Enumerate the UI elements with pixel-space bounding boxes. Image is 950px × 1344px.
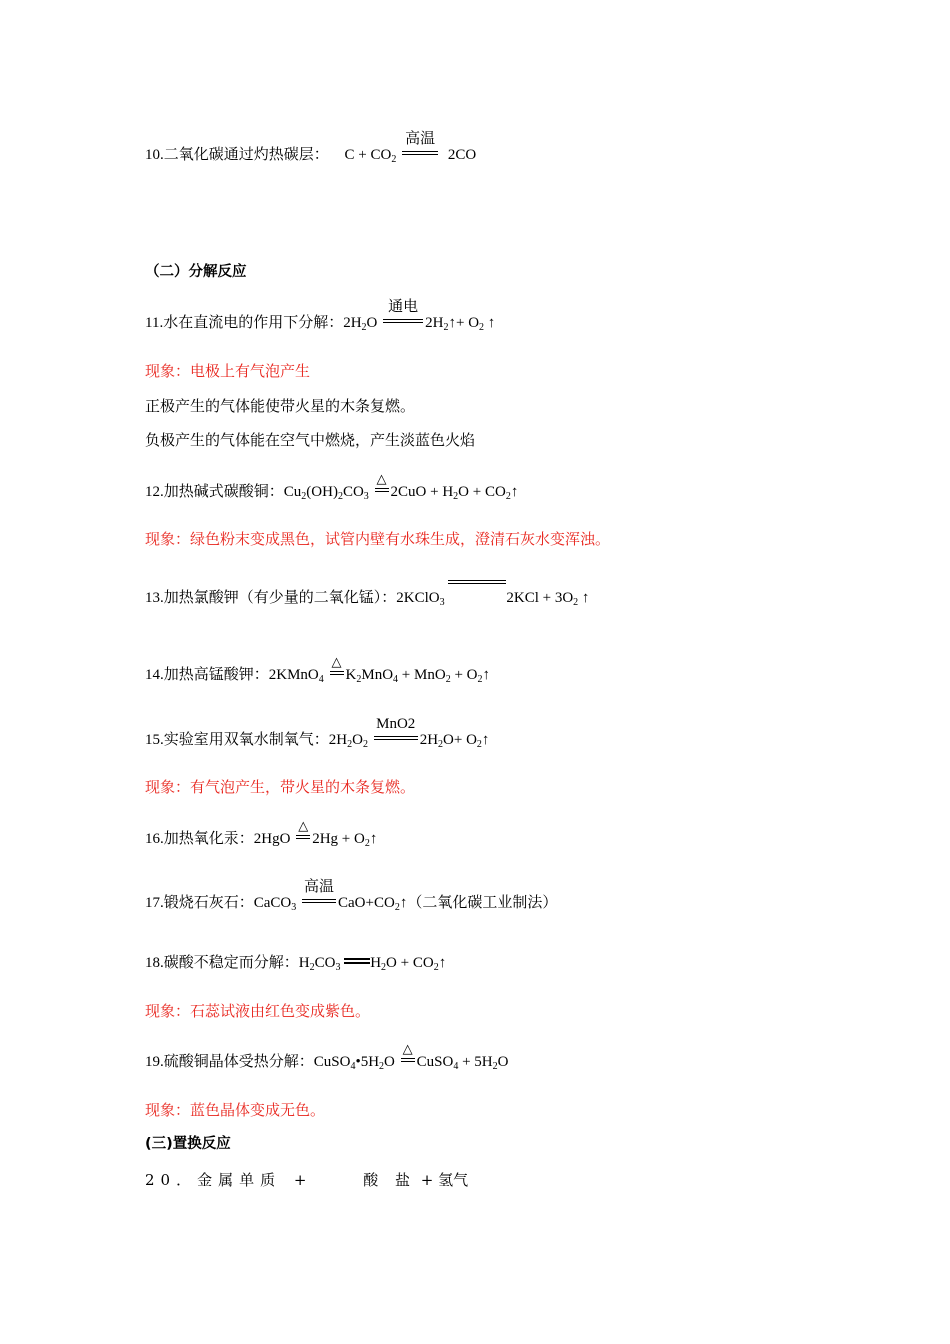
reaction-19: 19.硫酸铜晶体受热分解：$CuSO_4•5H_2O$ △ CuSO$_4$ + $5H_2O$	[145, 1041, 509, 1072]
equals-sign	[344, 953, 370, 973]
reaction-15: 15.实验室用双氧水制氧气：$2H_2O_2$ MnO2 $2H_2O+$ $O_2↑$	[145, 716, 490, 750]
reaction-label: 10.二氧化碳通过灼热碳层：	[145, 147, 329, 163]
reaction-13: 13.加热氯酸钾（有少量的二氧化锰）：2KClO$_3$ $2KCl + 3O_2$ ↑	[145, 588, 589, 608]
reaction-10: 10.二氧化碳通过灼热碳层： $C + CO_2$ 高温 2CO	[145, 131, 477, 165]
condition-electricity: 通电	[383, 319, 423, 327]
reaction-20: 20．金属单质 + 酸 盐 + 氢气	[145, 1171, 469, 1189]
condition-blank	[448, 588, 506, 608]
heat-triangle-icon: △	[296, 835, 310, 843]
heat-triangle-icon: △	[401, 1058, 415, 1066]
reaction-18: 18.碳酸不稳定而分解：$H_2CO_3$ $H_2O$ + $CO_2↑$	[145, 955, 447, 973]
observation-15: 现象：有气泡产生，带火星的木条复燃。	[145, 778, 416, 796]
observation-18: 现象：石蕊试液由红色变成紫色。	[145, 1002, 371, 1020]
section-heading-decomposition: （二）分解反应	[145, 264, 247, 280]
reaction-12: 12.加热碱式碳酸铜：$Cu_2(OH)_2CO_3$ △ $2CuO + H_2O$ + $CO_2↑$	[145, 471, 519, 502]
note-11b: 负极产生的气体能在空气中燃烧，产生淡蓝色火焰	[145, 431, 476, 449]
reaction-17: 17.锻烧石灰石：CaCO$_3$ 高温 $CaO+CO_2↑$（二氧化碳工业制法）	[145, 879, 558, 913]
condition-high-temp: 高温	[302, 899, 336, 907]
section-heading-displacement: (三)置换反应	[145, 1136, 231, 1152]
condition-catalyst: MnO2	[374, 736, 418, 744]
observation-19: 现象：蓝色晶体变成无色。	[145, 1101, 326, 1119]
note-11a: 正极产生的气体能使带火星的木条复燃。	[145, 397, 416, 415]
reaction-14: 14.加热高锰酸钾：2KMnO$_4$ △ $K_2MnO_4 + MnO_2$ + $O_2↑$	[145, 654, 490, 685]
observation-11: 现象：电极上有气泡产生	[145, 362, 311, 380]
heat-triangle-icon: △	[330, 671, 344, 679]
reaction-11: 11.水在直流电的作用下分解：$2H_2O$ 通电 $2H_2↑+ O_2$ ↑	[145, 299, 496, 333]
heat-triangle-icon: △	[375, 488, 389, 496]
reaction-16: 16.加热氧化汞：2HgO △ $2Hg + O_2↑$	[145, 818, 378, 849]
condition-high-temp: 高温	[402, 151, 438, 159]
observation-12: 现象：绿色粉末变成黑色，试管内壁有水珠生成，澄清石灰水变浑浊。	[145, 530, 611, 548]
